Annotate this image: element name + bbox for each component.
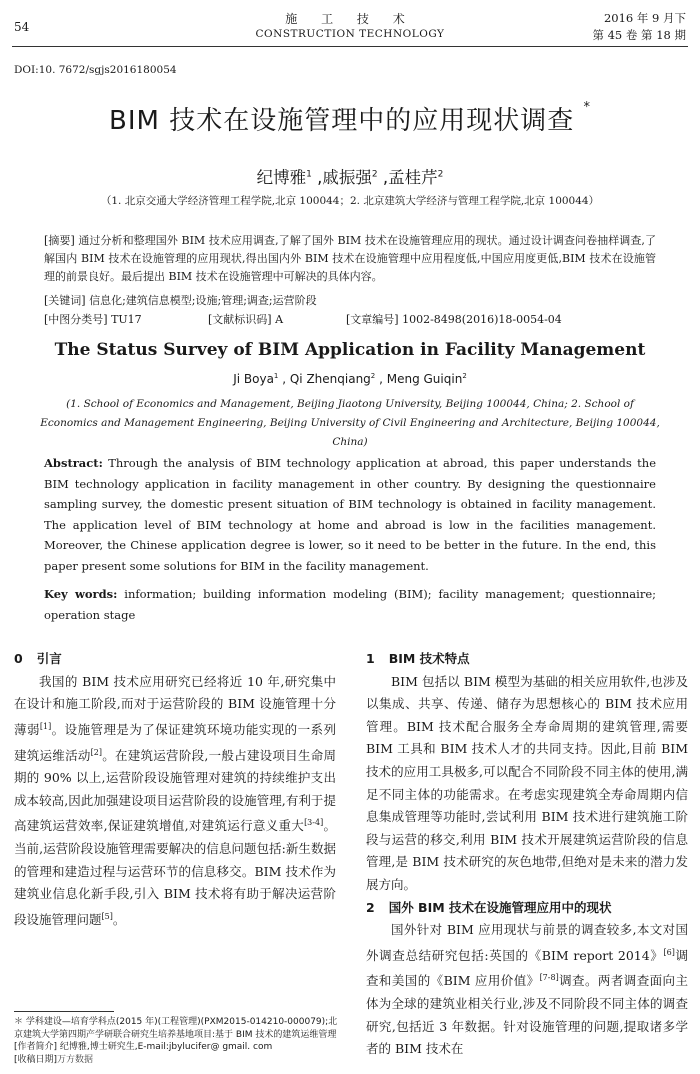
body-column-left	[14, 648, 336, 932]
section-title: 国外 BIM 技术在设施管理应用中的现状	[388, 899, 612, 915]
text-run: 我国的 BIM 技术应用研究已经将近 10 年,研究集中在设计和施工阶段,而对于运营阶段的 BIM 设施管理十分薄弱	[14, 673, 336, 737]
text-run: 。设施管理是为了保证建筑环境功能实现的一系列建筑运维活动	[14, 721, 336, 763]
article-number: [文章编号] 1002-8498(2016)18-0054-04	[346, 313, 562, 326]
paragraph-foreign-status	[366, 919, 688, 1061]
body-column-right	[366, 648, 688, 1061]
volume-issue: 第 45 卷 第 18 期	[592, 28, 686, 42]
author-sep: ,	[375, 372, 383, 386]
author-affil-sup: 1	[273, 372, 279, 380]
section-title: 引言	[36, 651, 62, 666]
section-heading-2	[366, 897, 688, 920]
affiliation-en: (1. School of Economics and Management, Beijing Jiaotong University, Beijing 100044, China; 2. School of Economics and Management Engineering, Beijing University of Civil Engineering and Architecture, Beijing 100044, China)	[40, 398, 660, 448]
citation: [6]	[663, 947, 675, 957]
section-heading-1	[366, 648, 688, 671]
author-name-en: Qi Zhenqiang	[289, 372, 371, 386]
authors-en	[0, 372, 700, 386]
text-run: 。当前,运营阶段设施管理需要解决的信息问题包括:新生数据的管理和建造过程与运营环节的信息移交。BIM 技术作为建筑业信息化新手段,引入 BIM 技术将有助于解决运营阶段设施管理问题	[14, 818, 336, 928]
author-affil-sup: 2	[371, 169, 378, 180]
author-sep: ,	[377, 168, 389, 187]
text-run: 。在建筑运营阶段,一般占建设项目生命周期的 90% 以上,运营阶段设施管理对建筑的持续维护支出成本较高,因此加强建设项目运营阶段的设施管理,有利于提高建筑运营效率,保证建筑增值,对建筑运行意义重大	[14, 747, 336, 834]
article-title-en: The Status Survey of BIM Application in Facility Management	[54, 340, 646, 360]
keywords-cn-text: 信息化;建筑信息模型;设施;管理;调查;运营阶段	[89, 294, 317, 307]
authors-cn	[0, 164, 700, 188]
author-name-en: Meng Guiqin	[386, 372, 463, 386]
section-number: 0	[14, 651, 23, 666]
doi: DOI:10. 7672/sgjs2016180054	[14, 64, 177, 76]
author-name: 孟桂芹	[388, 168, 438, 187]
abstract-en-label: Abstract:	[44, 456, 103, 470]
citation: [7-8]	[539, 973, 559, 983]
footnote-fund: ＊ 学科建设—培育学科点(2015 年)(工程管理)(PXM2015-014210-000079);北京建筑大学第四期产学研联合研究生培养基地项目:基于 BIM 技术的建筑运维管理	[14, 1017, 338, 1040]
issue-info	[592, 10, 686, 44]
text-run: 。	[112, 912, 126, 928]
section-title: BIM 技术特点	[388, 651, 470, 666]
abstract-cn	[44, 232, 656, 286]
author-name-en: Ji Boya	[233, 372, 274, 386]
keywords-cn	[44, 292, 656, 310]
footnote-received	[14, 1054, 340, 1067]
footnote-author-intro: [作者简介] 纪博雅,博士研究生,E-mail:jbylucifer@ gmail. com	[14, 1042, 273, 1052]
keywords-en-label: Key words:	[44, 587, 118, 601]
author-sep: ,	[278, 372, 287, 386]
clc-number: [中图分类号] TU17	[44, 313, 142, 326]
author-sep: ,	[311, 168, 323, 187]
citation: [5]	[101, 912, 113, 921]
section-number: 2	[366, 899, 375, 915]
author-affil-sup: 1	[306, 169, 312, 180]
citation: [2]	[90, 747, 102, 757]
paragraph-intro	[14, 671, 336, 932]
author-affil-sup: 2	[462, 372, 467, 380]
journal-name-en: CONSTRUCTION TECHNOLOGY	[255, 28, 445, 40]
title-footnote-mark: *	[583, 100, 591, 115]
page-number: 54	[14, 20, 30, 34]
paragraph-bim-features: BIM 包括以 BIM 模型为基础的相关应用软件,也涉及以集成、共享、传递、储存为思想核心的 BIM 技术应用管理。BIM 技术配合服务全寿命周期的建筑管理,需要 BIM 工具和 BIM 技术人才的共同支持。因此,目前 BIM 技术的应用工具极多,可以配合不同阶段不同主体的使用,满足不同主体的功能需求。在考虑实现建筑全寿命周期内信息集成管理等功能时,尝试利用 BIM 技术进行建筑施工阶段与运营的移交,利用 BIM 技术开展建筑运营阶段的信息管理,是 BIM 技术研究的灰色地带,但绝对是未来的潜力发展方向。	[366, 673, 688, 892]
keywords-en	[44, 584, 656, 625]
issue-date: 2016 年 9 月下	[603, 11, 686, 25]
footnote-rule	[14, 1011, 114, 1012]
abstract-cn-label: [摘要]	[44, 234, 75, 247]
keywords-en-text: information; building information modeling (BIM); facility management; questionnaire; operation stage	[44, 587, 657, 622]
abstract-en-text: Through the analysis of BIM technology application at abroad, this paper understands the BIM technology application in facility management in other country. By designing the questionnaire sampling survey, the domestic present situation of BIM technology is obtained in facility management. The application level of BIM technology at home and abroad is low in the facilities management. Moreover, the Chinese application degree is lower, so it need to be better in the future. In the end, this paper present some solutions for BIM in the facility management.	[44, 456, 656, 573]
text-run: 国外针对 BIM 应用现状与前景的调查较多,本文对国外调查总结研究包括:英国的《BIM report 2014》	[366, 922, 688, 963]
section-heading-0	[14, 648, 336, 671]
affiliation-cn: （1. 北京交通大学经济管理工程学院,北京 100044；2. 北京建筑大学经济与管理工程学院,北京 100044）	[100, 195, 600, 207]
citation: [3-4]	[304, 818, 324, 828]
citation: [1]	[39, 721, 52, 731]
author-affil-sup: 2	[370, 372, 376, 380]
section-number: 1	[366, 651, 375, 666]
article-title-cn	[0, 100, 700, 137]
text-run: 调查。两者调查面向主体为全球的建筑业相关行业,涉及不同阶段不同主体的调查研究,包括近 3 年数据。针对设施管理的问题,提取诸多学者的 BIM 技术在	[366, 973, 688, 1057]
received-label: [收稿日期]	[14, 1054, 58, 1065]
footnote	[14, 1016, 340, 1066]
journal-name-cn: 施 工 技 术	[285, 12, 415, 26]
keywords-cn-label: [关键词]	[44, 294, 86, 307]
text-run: 调查和美国的《BIM 应用价值》	[366, 947, 688, 989]
watermark: 万方数据	[57, 1054, 94, 1065]
header-rule	[12, 46, 688, 47]
author-name: 纪博雅	[256, 168, 307, 187]
author-affil-sup: 2	[437, 169, 444, 180]
title-text: BIM 技术在设施管理中的应用现状调查	[109, 106, 575, 136]
document-code: [文献标识码] A	[208, 313, 284, 326]
abstract-en	[44, 453, 656, 576]
author-name: 戚振强	[322, 168, 372, 187]
abstract-cn-text: 通过分析和整理国外 BIM 技术应用调查,了解了国外 BIM 技术在设施管理应用的现状。通过设计调查问卷抽样调查,了解国内 BIM 技术在设施管理的应用现状,得出国内外 BIM 技术在设施管理中应用程度低,中国应用度更低,BIM 技术在设施管理的前景良好。最后提出 BIM 技术在设施管理中可解决的具体内容。	[44, 234, 656, 283]
